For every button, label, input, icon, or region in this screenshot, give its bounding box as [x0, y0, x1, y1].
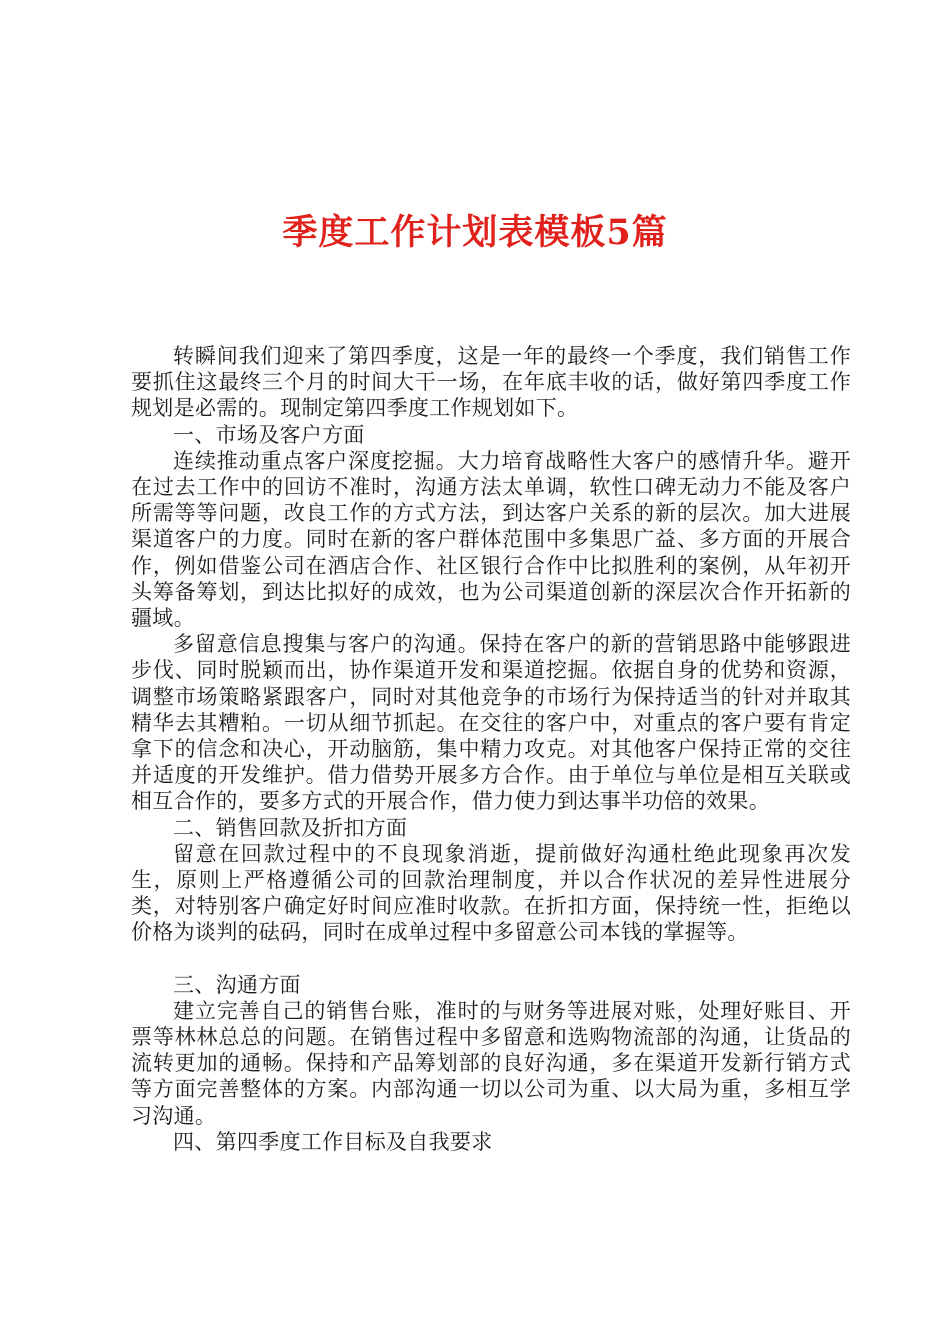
body-paragraph: 连续推动重点客户深度挖掘。大力培育战略性大客户的感情升华。避开在过去工作中的回访不准时，沟通方法太单调，软性口碑无动力不能及客户所需等等问题，改良工作的方式方法，到达客户关系的新的层次。加大进展渠道客户的力度。同时在新的客户群体范围中多集思广益、多方面的开展合作，例如借鉴公司在酒店合作、社区银行合作中比拟胜利的案例，从年初开头筹备筹划，到达比拟好的成效，也为公司渠道创新的深层次合作开拓新的疆域。 — [131, 448, 851, 631]
body-paragraph: 多留意信息搜集与客户的沟通。保持在客户的新的营销思路中能够跟进步伐、同时脱颖而出，协作渠道开发和渠道挖掘。依据自身的优势和资源，调整市场策略紧跟客户，同时对其他竞争的市场行为保持适当的针对并取其精华去其糟粕。一切从细节抓起。在交往的客户中，对重点的客户要有肯定拿下的信念和决心，开动脑筋，集中精力攻克。对其他客户保持正常的交往并适度的开发维护。借力借势开展多方合作。由于单位与单位是相互关联或相互合作的，要多方式的开展合作，借力使力到达事半功倍的效果。 — [131, 632, 851, 814]
section-heading-payment: 二、销售回款及折扣方面 — [173, 815, 408, 840]
section-heading-communication: 三、沟通方面 — [173, 972, 301, 997]
document-body — [131, 343, 851, 1155]
document-title: 季度工作计划表模板5篇 — [282, 212, 668, 253]
body-paragraph: 建立完善自己的销售台账，准时的与财务等进展对账，处理好账目、开票等林林总总的问题。在销售过程中多留意和选购物流部的沟通，让货品的流转更加的通畅。保持和产品筹划部的良好沟通，多在渠道开发新行销方式等方面完善整体的方案。内部沟通一切以公司为重、以大局为重，多相互学习沟通。 — [131, 998, 851, 1128]
section-heading-goals: 四、第四季度工作目标及自我要求 — [173, 1129, 493, 1154]
intro-paragraph: 转瞬间我们迎来了第四季度，这是一年的最终一个季度，我们销售工作要抓住这最终三个月的时间大干一场，在年底丰收的话，做好第四季度工作规划是必需的。现制定第四季度工作规划如下。 — [131, 344, 851, 421]
body-paragraph: 留意在回款过程中的不良现象消逝，提前做好沟通杜绝此现象再次发生，原则上严格遵循公司的回款治理制度，并以合作状况的差异性进展分类，对特别客户确定好时间应准时收款。在折扣方面，保持统一性，拒绝以价格为谈判的砝码，同时在成单过程中多留意公司本钱的掌握等。 — [131, 841, 851, 945]
section-heading-market: 一、市场及客户方面 — [173, 422, 365, 447]
